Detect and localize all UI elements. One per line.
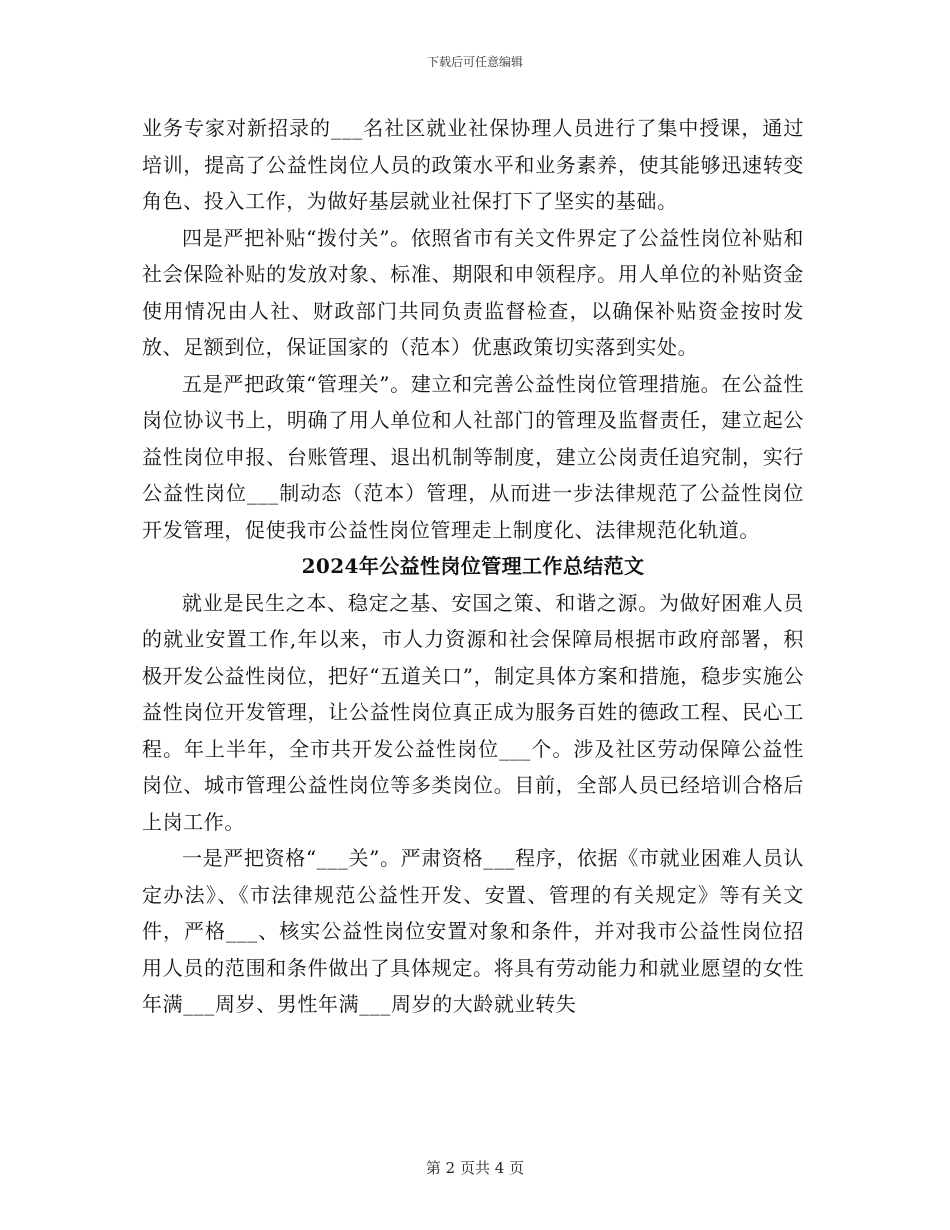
section-title: 2024年公益性岗位管理工作总结范文 <box>301 554 645 578</box>
body-paragraph-4: 就业是民生之本、稳定之基、安国之策、和谐之源。为做好困难人员的就业安置工作,年以来，市人力资源和社会保障局根据市政府部署，积极开发公益性岗位，把好“五道关口”，制定具体方案和措施，稳步实施公益性岗位开发管理，让公益性岗位真正成为服务百姓的德政工程、民心工程。年上半年，全市共开发公益性岗位___个。涉及社区劳动保障公益性岗位、城市管理公益性岗位等多类岗位。目前，全部人员已经培训合格后上岗工作。 <box>142 590 804 834</box>
body-paragraph-1: 业务专家对新招录的___名社区就业社保协理人员进行了集中授课，通过培训，提高了公益性岗位人员的政策水平和业务素养，使其能够迅速转变角色、投入工作，为做好基层就业社保打下了坚实的基础。 <box>142 116 804 213</box>
body-paragraph-5: 一是严把资格“___关”。严肃资格___程序，依据《市就业困难人员认定办法》、《市法律规范公益性开发、安置、管理的有关规定》等有关文件，严格___、核实公益性岗位安置对象和条件，并对我市公益性岗位招用人员的范围和条件做出了具体规定。将具有劳动能力和就业愿望的女性年满___周岁、男性年满___周岁的大龄就业转失 <box>142 846 804 1016</box>
body-paragraph-3: 五是严把政策“管理关”。建立和完善公益性岗位管理措施。在公益性岗位协议书上，明确了用人单位和人社部门的管理及监督责任，建立起公益性岗位申报、台账管理、退出机制等制度，建立公岗责任追究制，实行公益性岗位___制动态（范本）管理，从而进一步法律规范了公益性岗位开发管理，促使我市公益性岗位管理走上制度化、法律规范化轨道。 <box>142 371 804 542</box>
page-footer: 第 2 页共 4 页 <box>425 1159 525 1177</box>
document-body <box>142 110 804 1023</box>
body-paragraph-2: 四是严把补贴“拨付关”。依照省市有关文件界定了公益性岗位补贴和社会保险补贴的发放对象、标准、期限和申领程序。用人单位的补贴资金使用情况由人社、财政部门共同负责监督检查，以确保补贴资金按时发放、足额到位，保证国家的（范本）优惠政策切实落到实处。 <box>142 225 804 359</box>
page-header: 下载后可任意编辑 <box>426 55 523 69</box>
